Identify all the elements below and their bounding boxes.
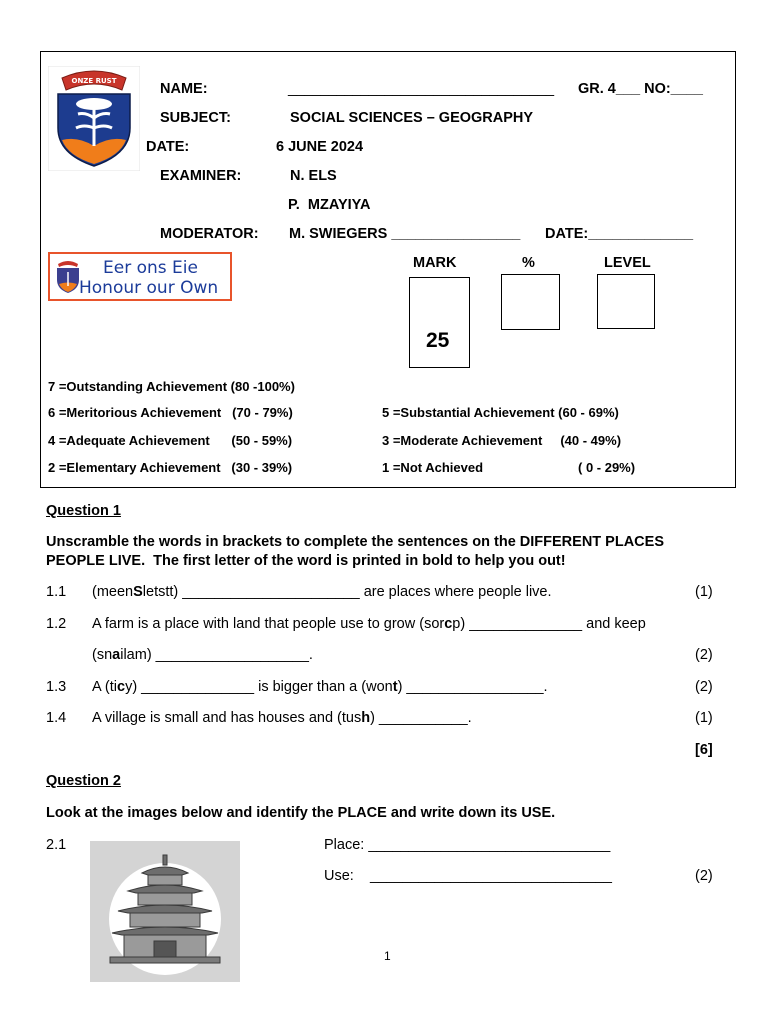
item-mark: (2)	[695, 868, 713, 884]
level-2: 2 =Elementary Achievement (30 - 39%)	[48, 460, 293, 475]
question-2-title: Question 2	[46, 773, 121, 789]
level-7: 7 =Outstanding Achievement (80 -100%)	[48, 379, 295, 394]
small-logo-icon	[55, 258, 81, 294]
temple-image	[90, 841, 240, 982]
name-line[interactable]: _________________________________	[288, 81, 555, 97]
item-mark: (1)	[695, 710, 713, 726]
item-number: 2.1	[46, 837, 67, 853]
question-1-total: [6]	[695, 742, 713, 758]
item-mark: (2)	[695, 647, 713, 663]
level-5: 5 =Substantial Achievement (60 - 69%)	[382, 405, 619, 420]
level-label: LEVEL	[604, 255, 651, 271]
use-line[interactable]: ______________________________	[370, 868, 612, 884]
moderator-value: M. SWIEGERS ________________	[289, 226, 521, 242]
date-value: 6 JUNE 2024	[276, 139, 364, 155]
item-1-3: A (ticy) ______________ is bigger than a (wont) _________________.	[92, 679, 548, 695]
item-number: 1.2	[46, 616, 67, 632]
item-1-2-cont: (snailam) ___________________.	[92, 647, 313, 663]
item-number: 1.3	[46, 679, 67, 695]
percent-label: %	[522, 255, 535, 271]
level-1: 1 =Not Achieved	[382, 460, 484, 475]
item-mark: (1)	[695, 584, 713, 600]
examiner-1: N. ELS	[290, 168, 337, 184]
grade-number[interactable]: GR. 4___ NO:____	[578, 81, 703, 97]
level-1-range: ( 0 - 29%)	[578, 460, 636, 475]
question-2-instruction: Look at the images below and identify the PLACE and write down its USE.	[46, 805, 556, 821]
moderator-label: MODERATOR:	[160, 226, 259, 242]
mark-label: MARK	[413, 255, 457, 271]
logo-banner-text: ONZE RUST	[71, 77, 117, 85]
motto-line-2: Honour our Own	[79, 278, 219, 298]
level-3: 3 =Moderate Achievement (40 - 49%)	[382, 433, 622, 448]
school-logo	[48, 66, 140, 171]
use-label: Use:	[324, 868, 354, 884]
level-6: 6 =Meritorious Achievement (70 - 79%)	[48, 405, 293, 420]
date-label: DATE:	[146, 139, 190, 155]
page-number: 1	[384, 949, 391, 963]
item-1-4: A village is small and has houses and (tush) ___________.	[92, 710, 472, 726]
examiner-label: EXAMINER:	[160, 168, 242, 184]
moderator-date[interactable]: DATE:_____________	[545, 226, 694, 242]
item-number: 1.1	[46, 584, 67, 600]
question-1-instruction-1: Unscramble the words in brackets to complete the sentences on the DIFFERENT PLACES	[46, 534, 664, 550]
name-label: NAME:	[160, 81, 208, 97]
subject-value: SOCIAL SCIENCES – GEOGRAPHY	[290, 110, 534, 126]
percent-box[interactable]	[501, 274, 560, 330]
level-box[interactable]	[597, 274, 655, 329]
item-mark: (2)	[695, 679, 713, 695]
question-1-instruction-2: PEOPLE LIVE. The first letter of the word is printed in bold to help you out!	[46, 553, 566, 569]
motto-line-1: Eer ons Eie	[103, 258, 198, 278]
mark-total: 25	[426, 329, 450, 352]
item-1-2: A farm is a place with land that people use to grow (sorcp) ______________ and keep	[92, 616, 646, 632]
level-4: 4 =Adequate Achievement (50 - 59%)	[48, 433, 293, 448]
item-1-1: (meenSletstt) ______________________ are places where people live.	[92, 584, 552, 600]
subject-label: SUBJECT:	[160, 110, 231, 126]
item-number: 1.4	[46, 710, 67, 726]
place-line[interactable]: Place: ______________________________	[324, 837, 611, 853]
question-1-title: Question 1	[46, 503, 121, 519]
mark-box[interactable]	[409, 277, 470, 368]
examiner-2: P. MZAYIYA	[288, 197, 371, 213]
